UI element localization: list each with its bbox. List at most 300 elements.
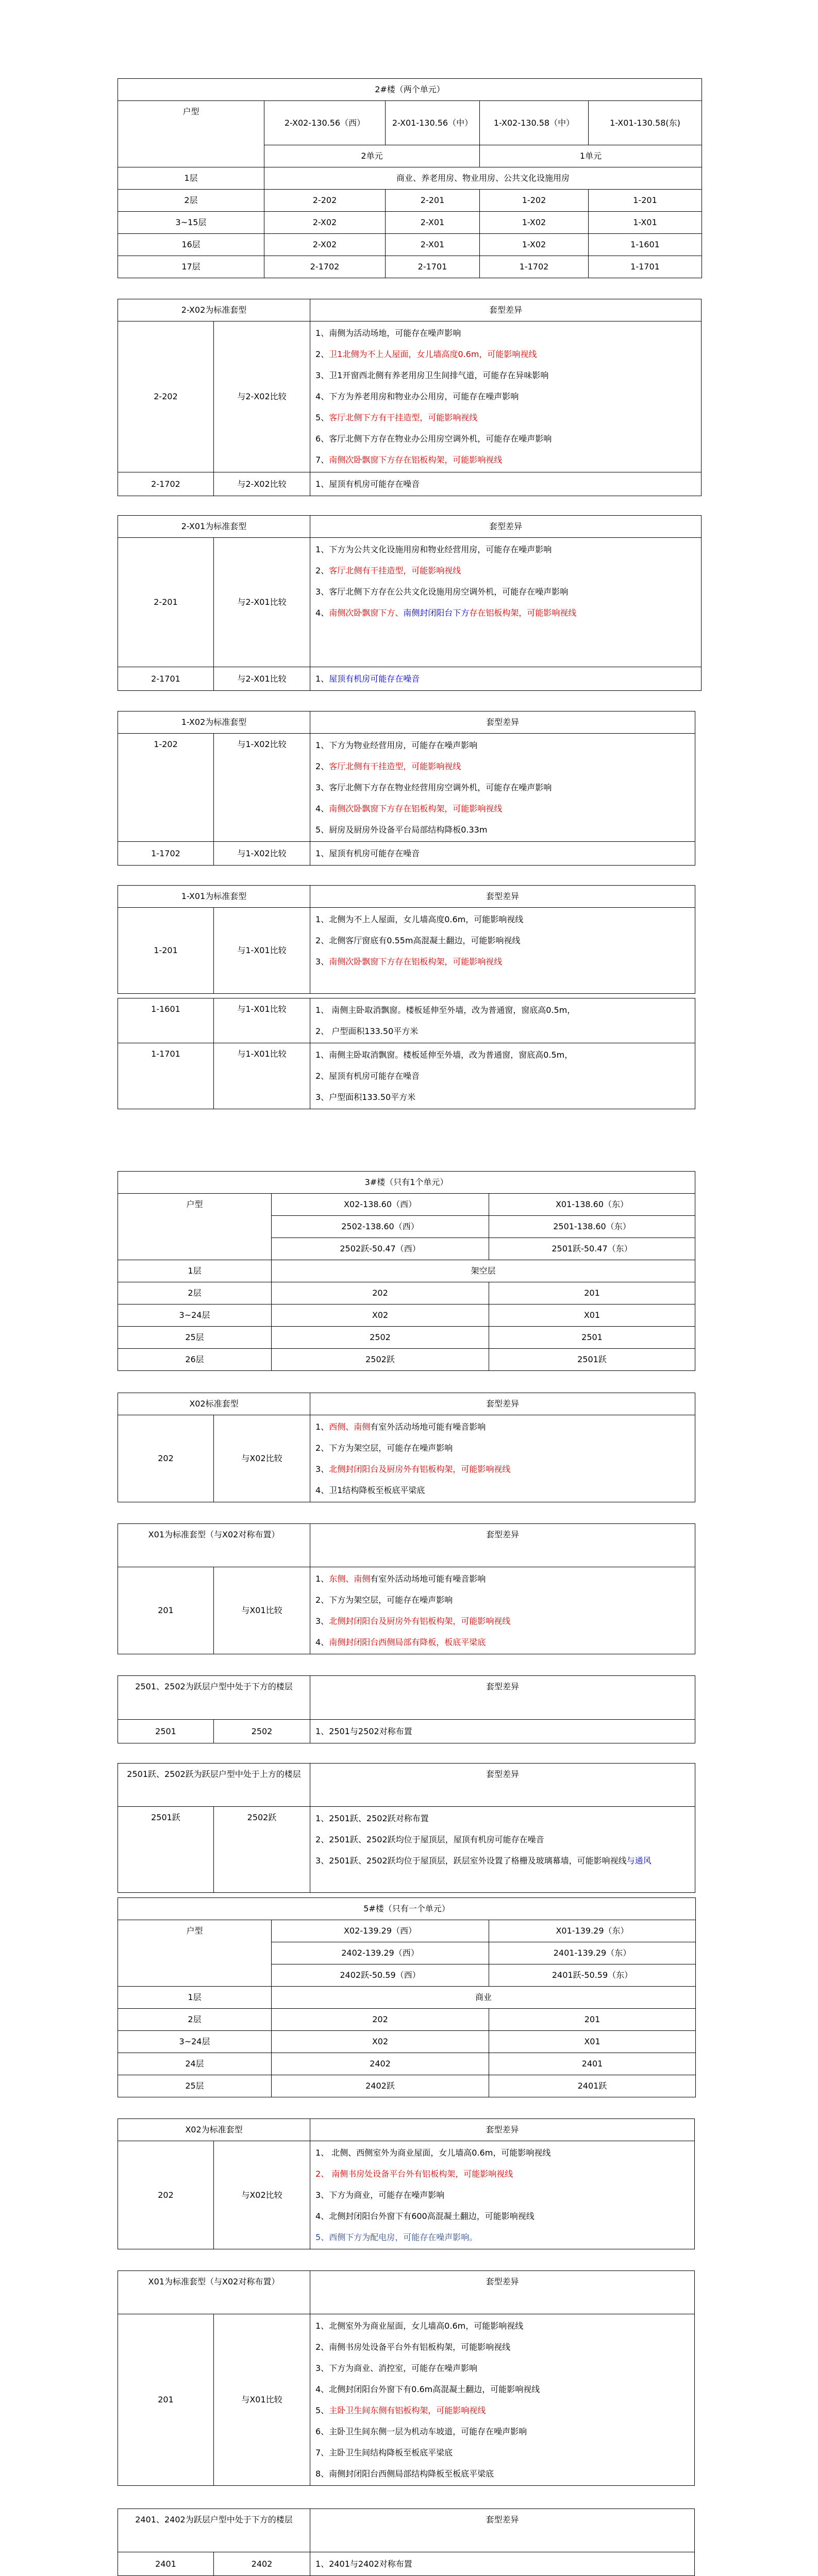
diff-items — [310, 538, 702, 667]
diff-text: 1、2501跃、2502跃对称布置 — [315, 1814, 429, 1823]
compare-label: 2502 — [214, 1720, 310, 1743]
floor-label: 3~24层 — [118, 1304, 272, 1327]
unit-id: 2-202 — [118, 321, 214, 472]
title-row — [118, 1172, 695, 1194]
floor-label: 25层 — [118, 2075, 272, 2097]
diff-header: 套型差异 — [310, 2119, 695, 2141]
unit-cell: 2-X01 — [386, 212, 480, 234]
standard-type-header: 2401、2402为跃层户型中处于下方的楼层 — [118, 2509, 310, 2552]
unit-id: 1-202 — [118, 734, 214, 842]
diff-item — [315, 2379, 689, 2400]
diff-text: 1、2501与2502对称布置 — [315, 1726, 412, 1736]
unit-type-cell: 2401-139.29（东） — [489, 1942, 696, 1964]
unit-type-cell: 2502跃-50.47（西） — [272, 1238, 489, 1260]
floor-label: 25层 — [118, 1327, 272, 1349]
unit-id: 1-1601 — [118, 998, 214, 1043]
floor-row — [118, 2075, 696, 2097]
diff-text: 5、西侧下方为配电房，可能存在噪声影响。 — [315, 2232, 478, 2242]
diff-item — [315, 1021, 690, 1042]
compare-label: 与1-X02比较 — [214, 734, 310, 842]
diff-row — [118, 998, 695, 1043]
diff-text: 屋顶有机房可能存在噪音 — [329, 674, 420, 684]
unit-type-cell: 2501跃-50.47（东） — [489, 1238, 695, 1260]
diff-text: 5、厨房及厨房外设备平台局部结构降板0.33m — [315, 825, 488, 835]
diff-text: 3、客厅北侧下方存在公共文化设施用房空调外机，可能存在噪声影响 — [315, 587, 569, 597]
diff-item — [315, 930, 690, 951]
unit-type-cell: 2502-138.60（西） — [272, 1216, 489, 1238]
unit-cell: X02 — [272, 2031, 489, 2053]
standard-type-header: 2501、2502为跃层户型中处于下方的楼层 — [118, 1676, 310, 1720]
diff-header: 套型差异 — [310, 2271, 695, 2314]
diff-row — [118, 667, 702, 691]
compare-label: 与2-X02比较 — [214, 472, 310, 496]
diff-text: 3、户型面积133.50平方米 — [315, 1092, 416, 1102]
unit-id: 201 — [118, 2314, 214, 2486]
diff-text: 南侧次卧飘窗下方存在铝板构架，可能影响视线 — [329, 455, 503, 465]
diff-row — [118, 2314, 695, 2486]
diff-item — [315, 1416, 690, 1437]
unit-label: 2单元 — [264, 145, 480, 167]
compare-label: 与2-X01比较 — [214, 667, 310, 691]
diff-header: 套型差异 — [310, 711, 695, 734]
unit-id: 1-1702 — [118, 842, 214, 866]
diff-text: 1、北侧为不上人屋面，女儿墙高度0.6m，可能影响视线 — [315, 914, 524, 924]
unit-id: 202 — [118, 2141, 214, 2249]
diff-item — [315, 344, 696, 365]
diff-text: 4、北侧封闭阳台外窗下有600高混凝土翻边，可能影响视线 — [315, 2211, 535, 2221]
diff-items — [310, 2552, 695, 2576]
unit-cell: 1-X02 — [480, 212, 589, 234]
unit-cell: 1-X01 — [589, 212, 702, 234]
diff-header: 套型差异 — [310, 1393, 695, 1415]
diff-item — [315, 1829, 690, 1850]
compare-label: 与1-X01比较 — [214, 998, 310, 1043]
diff-text: 3、下方为商业、消控室，可能存在噪声影响 — [315, 2363, 478, 2373]
diff-item — [315, 2184, 689, 2206]
diff-header: 套型差异 — [310, 1524, 695, 1567]
unit-type-cell: 2-X02-130.56（西） — [264, 101, 386, 145]
diff-text: 客厅北侧有干挂造型，可能影响视线 — [329, 566, 461, 575]
unit-label: 1单元 — [480, 145, 702, 167]
unit-cell: 202 — [272, 2009, 489, 2031]
unit-type-row — [118, 1194, 695, 1216]
floor-merged-cell: 商业 — [272, 1987, 696, 2009]
diff-table-1-x02 — [118, 711, 695, 866]
diff-row — [118, 1567, 695, 1654]
diff-item — [315, 2315, 689, 2336]
unit-cell: 1-X02 — [480, 234, 589, 256]
diff-item — [315, 1459, 690, 1480]
diff-item — [315, 1808, 690, 1829]
unit-type-label: 户型 — [118, 1920, 272, 1987]
diff-text: 2、 — [315, 349, 329, 359]
compare-label: 与1-X01比较 — [214, 1043, 310, 1109]
diff-text: 3、下方为商业，可能存在噪声影响 — [315, 2190, 445, 2200]
diff-text: 2、2501跃、2502跃均位于屋顶层，屋顶有机房可能存在噪音 — [315, 1835, 544, 1844]
diff-text: 1、南侧主卧取消飘窗。楼板延伸至外墙，改为普通窗，窗底高0.5m， — [315, 1050, 573, 1060]
diff-item — [315, 1632, 690, 1653]
diff-table-1-x01 — [118, 885, 695, 994]
diff-table-2-x02 — [118, 299, 702, 496]
unit-cell: 201 — [489, 2009, 696, 2031]
diff-table-5-x02 — [118, 2119, 695, 2249]
compare-label: 2502跃 — [214, 1807, 310, 1893]
unit-id: 2-201 — [118, 538, 214, 667]
compare-label: 与X02比较 — [214, 2141, 310, 2249]
header-row — [118, 1676, 695, 1720]
diff-item — [315, 560, 696, 581]
diff-item — [315, 449, 696, 470]
floor-label: 17层 — [118, 256, 264, 278]
unit-cell: 2-201 — [386, 190, 480, 212]
floor-row — [118, 1327, 695, 1349]
diff-text: 6、客厅北侧下方存在物业办公用房空调外机，可能存在噪声影响 — [315, 434, 552, 444]
unit-id: 2501 — [118, 1720, 214, 1743]
unit-cell: 2402 — [272, 2053, 489, 2075]
floor-row — [118, 167, 702, 190]
diff-row — [118, 1720, 695, 1743]
header-row — [118, 1393, 695, 1415]
diff-item — [315, 473, 696, 495]
diff-item — [315, 756, 690, 777]
unit-cell: 2-X01 — [386, 234, 480, 256]
diff-text: 1、屋顶有机房可能存在噪音 — [315, 479, 420, 489]
diff-text: 2、下方为架空层，可能存在噪声影响 — [315, 1595, 453, 1605]
diff-items — [310, 734, 695, 842]
unit-type-label: 户型 — [118, 1194, 272, 1260]
diff-items — [310, 842, 695, 866]
building-3-table — [118, 1171, 695, 1371]
unit-id: 2401 — [118, 2552, 214, 2576]
diff-item — [315, 2400, 689, 2421]
diff-text: 1、 — [315, 674, 329, 684]
floor-label: 26层 — [118, 1349, 272, 1371]
diff-item — [315, 1065, 690, 1087]
diff-items — [310, 998, 695, 1043]
floor-label: 1层 — [118, 1260, 272, 1282]
title-row — [118, 79, 702, 101]
header-row — [118, 1524, 695, 1567]
floor-row — [118, 256, 702, 278]
unit-cell: 1-1601 — [589, 234, 702, 256]
floor-label: 16层 — [118, 234, 264, 256]
diff-text: 3、卫1开窗西北侧有养老用房卫生间排气道，可能存在异味影响 — [315, 370, 549, 380]
diff-text: 主卧卫生间东侧有铝板构架，可能影响视线 — [329, 2405, 486, 2415]
diff-text: 4、北侧封闭阳台外窗下有0.6m高混凝土翻边，可能影响视线 — [315, 2384, 540, 2394]
diff-items — [310, 1567, 695, 1654]
floor-label: 2层 — [118, 2009, 272, 2031]
diff-text: 3、 — [315, 957, 329, 967]
diff-header: 套型差异 — [310, 299, 702, 321]
compare-label: 2402 — [214, 2552, 310, 2576]
diff-items — [310, 2141, 695, 2249]
diff-items — [310, 1720, 695, 1743]
standard-type-header: X02标准套型 — [118, 1393, 310, 1415]
diff-text: 南侧次卧飘窗下方、 — [329, 608, 404, 618]
unit-id: 2-1701 — [118, 667, 214, 691]
diff-item — [315, 843, 690, 864]
standard-type-header: 2-X01为标准套型 — [118, 516, 310, 538]
diff-item — [315, 1850, 690, 1871]
diff-item — [315, 2336, 689, 2358]
diff-row — [118, 734, 695, 842]
diff-text: 东侧、南侧 — [329, 1574, 371, 1584]
floor-merged-cell: 架空层 — [272, 1260, 695, 1282]
diff-text: 1、下方为物业经营用房，可能存在噪声影响 — [315, 740, 478, 750]
diff-text: 2、屋顶有机房可能存在噪音 — [315, 1071, 420, 1081]
floor-label: 3~24层 — [118, 2031, 272, 2053]
diff-item — [315, 735, 690, 756]
diff-item — [315, 1721, 690, 1742]
diff-text: 北侧封闭阳台及厨房外有铝板构架，可能影响视线 — [329, 1464, 511, 1474]
diff-row — [118, 1807, 695, 1893]
unit-type-cell: 1-X02-130.58（中） — [480, 101, 589, 145]
diff-items — [310, 908, 695, 994]
diff-item — [315, 2358, 689, 2379]
diff-items — [310, 2314, 695, 2486]
standard-type-header: X02为标准套型 — [118, 2119, 310, 2141]
unit-type-cell: 2401跃-50.59（东） — [489, 1964, 696, 1987]
building-5-table — [118, 1897, 696, 2097]
compare-label: 与X01比较 — [214, 2314, 310, 2486]
floor-row — [118, 212, 702, 234]
diff-text: 1、屋顶有机房可能存在噪音 — [315, 849, 420, 858]
diff-item — [315, 999, 690, 1021]
diff-row — [118, 1415, 695, 1502]
diff-text: 2、下方为架空层，可能存在噪声影响 — [315, 1443, 453, 1453]
diff-row — [118, 2552, 695, 2576]
diff-items — [310, 1043, 695, 1109]
diff-text: 4、 — [315, 1637, 329, 1647]
diff-table-5-lower — [118, 2509, 695, 2576]
unit-cell: 1-201 — [589, 190, 702, 212]
diff-text: 1、南侧为活动场地，可能存在噪声影响 — [315, 328, 461, 338]
diff-text: 3、2501跃、2502跃均位于屋顶层，跃层室外设置了格栅及玻璃幕墙，可能影响视线 — [315, 1856, 627, 1866]
diff-text: 3、 — [315, 1464, 329, 1474]
unit-id: 1-1701 — [118, 1043, 214, 1109]
diff-text: 有室外活动场地可能有噪音影响 — [370, 1574, 486, 1584]
compare-label: 与2-X01比较 — [214, 538, 310, 667]
diff-item — [315, 1480, 690, 1501]
unit-cell: 2-202 — [264, 190, 386, 212]
floor-row — [118, 1304, 695, 1327]
diff-item — [315, 2206, 689, 2227]
diff-text: 2、 — [315, 761, 329, 771]
standard-type-header: X01为标准套型（与X02对称布置） — [118, 1524, 310, 1567]
unit-cell: 2-X02 — [264, 212, 386, 234]
diff-text: 2、南侧书房处设备平台外有铝板构架，可能影响视线 — [315, 2342, 511, 2352]
floor-merged-cell: 商业、养老用房、物业用房、公共文化设施用房 — [264, 167, 702, 190]
diff-item — [315, 777, 690, 798]
header-row — [118, 2271, 695, 2314]
compare-label: 与1-X02比较 — [214, 842, 310, 866]
diff-item — [315, 2163, 689, 2184]
floor-label: 2层 — [118, 1282, 272, 1304]
compare-label: 与X01比较 — [214, 1567, 310, 1654]
unit-cell: 2-X02 — [264, 234, 386, 256]
diff-header: 套型差异 — [310, 516, 702, 538]
diff-item — [315, 428, 696, 449]
standard-type-header: 2501跃、2502跃为跃层户型中处于上方的楼层 — [118, 1764, 310, 1807]
diff-item — [315, 1087, 690, 1108]
standard-type-header: X01为标准套型（与X02对称布置） — [118, 2271, 310, 2314]
diff-text: 客厅北侧下方有干挂造型，可能影响视线 — [329, 413, 478, 422]
header-row — [118, 516, 702, 538]
unit-id: 2-1702 — [118, 472, 214, 496]
diff-table-2-x01 — [118, 515, 702, 691]
unit-id: 1-201 — [118, 908, 214, 994]
diff-text: 5、 — [315, 2405, 329, 2415]
diff-text: 4、 — [315, 804, 329, 814]
diff-table-3-x01 — [118, 1523, 695, 1654]
header-row — [118, 299, 702, 321]
compare-label: 与1-X01比较 — [214, 908, 310, 994]
diff-text: 1、 北侧、西侧室外为商业屋面，女儿墙高0.6m，可能影响视线 — [315, 2148, 551, 2158]
diff-items — [310, 321, 702, 472]
diff-item — [315, 798, 690, 819]
unit-type-row — [118, 1920, 696, 1942]
diff-row — [118, 321, 702, 472]
diff-text: 4、下方为养老用房和物业办公用房，可能存在噪声影响 — [315, 392, 519, 401]
unit-cell: 1-1701 — [589, 256, 702, 278]
floor-row — [118, 1349, 695, 1371]
diff-item — [315, 2463, 689, 2484]
unit-type-label: 户型 — [118, 101, 264, 167]
diff-text: 南侧封闭阳台西侧局部有降板，板底平梁底 — [329, 1637, 486, 1647]
header-row — [118, 2119, 695, 2141]
floor-row — [118, 2053, 696, 2075]
diff-item — [315, 668, 696, 689]
unit-type-cell: X01-138.60（东） — [489, 1194, 695, 1216]
diff-text: 7、 — [315, 455, 329, 465]
diff-item — [315, 1437, 690, 1459]
floor-label: 24层 — [118, 2053, 272, 2075]
unit-cell: 2502 — [272, 1327, 489, 1349]
diff-text: 3、 — [315, 1616, 329, 1626]
unit-cell: 1-202 — [480, 190, 589, 212]
standard-type-header: 2-X02为标准套型 — [118, 299, 310, 321]
diff-text: 6、主卧卫生间东侧一层为机动车坡道，可能存在噪声影响 — [315, 2427, 527, 2436]
diff-item — [315, 2227, 689, 2248]
diff-header: 套型差异 — [310, 2509, 695, 2552]
diff-text: 3、客厅北侧下方存在物业经营用房空调外机，可能存在噪声影响 — [315, 783, 552, 792]
diff-text: 存在铝板构架，可能影响视线 — [469, 608, 577, 618]
diff-item — [315, 2142, 689, 2163]
title-row — [118, 1898, 696, 1920]
diff-text: 南侧次卧飘窗下方存在铝板构架，可能影响视线 — [329, 957, 503, 967]
diff-item — [315, 1044, 690, 1065]
unit-cell: 2401 — [489, 2053, 696, 2075]
diff-item — [315, 1568, 690, 1589]
floor-label: 3~15层 — [118, 212, 264, 234]
diff-text: 4、 — [315, 608, 329, 618]
diff-row — [118, 538, 702, 667]
header-row — [118, 886, 695, 908]
diff-item — [315, 407, 696, 428]
floor-row — [118, 1260, 695, 1282]
floor-row — [118, 2031, 696, 2053]
diff-item — [315, 2553, 689, 2574]
diff-item — [315, 951, 690, 972]
building-2-table — [118, 78, 702, 278]
unit-cell: 1-1702 — [480, 256, 589, 278]
floor-row — [118, 1987, 696, 2009]
diff-text: 卫1北侧为不上人屋面，女儿墙高度0.6m，可能影响视线 — [329, 349, 537, 359]
diff-text: 1、 南侧主卧取消飘窗。楼板延伸至外墙，改为普通窗，窗底高0.5m， — [315, 1005, 576, 1015]
diff-items — [310, 1807, 695, 1893]
diff-row — [118, 472, 702, 496]
unit-cell: X01 — [489, 2031, 696, 2053]
diff-text: 1、下方为公共文化设施用房和物业经营用房，可能存在噪声影响 — [315, 545, 552, 554]
diff-text: 4、卫1结构降板至板底平梁底 — [315, 1485, 425, 1495]
diff-text: 7、主卧卫生间结构降板至板底平梁底 — [315, 2448, 453, 2458]
floor-row — [118, 234, 702, 256]
compare-label: 与X02比较 — [214, 1415, 310, 1502]
standard-type-header: 1-X01为标准套型 — [118, 886, 310, 908]
header-row — [118, 711, 695, 734]
unit-id: 202 — [118, 1415, 214, 1502]
diff-items — [310, 1415, 695, 1502]
diff-item — [315, 1611, 690, 1632]
floor-label: 2层 — [118, 190, 264, 212]
floor-row — [118, 2009, 696, 2031]
building-title: 5#楼（只有一个单元） — [118, 1898, 696, 1920]
unit-type-cell: X02-138.60（西） — [272, 1194, 489, 1216]
diff-table-3-x02 — [118, 1393, 695, 1502]
diff-text: 有室外活动场地可能有噪音影响 — [370, 1422, 486, 1432]
unit-cell: 201 — [489, 1282, 695, 1304]
diff-items — [310, 472, 702, 496]
unit-id: 201 — [118, 1567, 214, 1654]
building-title: 2#楼（两个单元） — [118, 79, 702, 101]
unit-cell: 2501 — [489, 1327, 695, 1349]
unit-type-cell: 2-X01-130.56（中） — [386, 101, 480, 145]
unit-type-cell: 2501-138.60（东） — [489, 1216, 695, 1238]
header-row — [118, 1764, 695, 1807]
diff-text: 2、 — [315, 566, 329, 575]
diff-text: 5、 — [315, 413, 329, 422]
diff-item — [315, 386, 696, 407]
diff-text: 2、北侧客厅窗底有0.55m高混凝土翻边，可能影响视线 — [315, 936, 521, 945]
diff-text: 1、 — [315, 1422, 329, 1432]
unit-cell: X02 — [272, 1304, 489, 1327]
diff-item — [315, 539, 696, 560]
diff-item — [315, 581, 696, 602]
diff-text: 8、南侧封闭阳台西侧局部结构降板至板底平梁底 — [315, 2469, 494, 2479]
floor-row — [118, 190, 702, 212]
unit-type-row — [118, 101, 702, 145]
diff-header: 套型差异 — [310, 1764, 695, 1807]
diff-row — [118, 1043, 695, 1109]
unit-cell: 2402跃 — [272, 2075, 489, 2097]
unit-cell: 2-1702 — [264, 256, 386, 278]
diff-header: 套型差异 — [310, 1676, 695, 1720]
diff-item — [315, 909, 690, 930]
diff-row — [118, 842, 695, 866]
floor-label: 1层 — [118, 1987, 272, 2009]
unit-cell: X01 — [489, 1304, 695, 1327]
standard-type-header: 1-X02为标准套型 — [118, 711, 310, 734]
diff-item — [315, 1589, 690, 1611]
diff-text: 南侧封闭阳台下方 — [403, 608, 470, 618]
unit-cell: 2-1701 — [386, 256, 480, 278]
floor-row — [118, 1282, 695, 1304]
diff-table-3-lower — [118, 1675, 695, 1743]
header-row — [118, 2509, 695, 2552]
floor-label: 1层 — [118, 167, 264, 190]
diff-text: 南侧次卧飘窗下方存在铝板构架，可能影响视线 — [329, 804, 503, 814]
unit-type-cell: 2402-139.29（西） — [272, 1942, 489, 1964]
